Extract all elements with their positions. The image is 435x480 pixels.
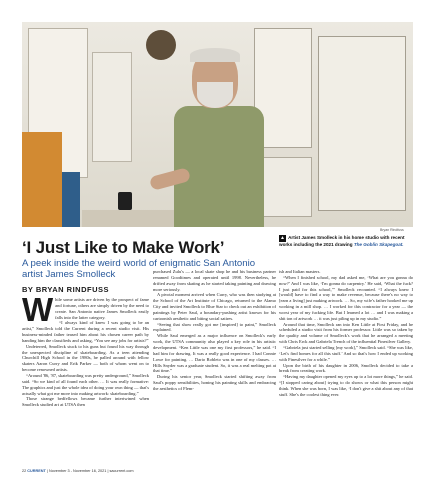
byline: BY BRYAN RINDFUSS — [22, 285, 109, 294]
artist-hair — [190, 48, 240, 62]
footer-site: sacurrent.com — [109, 469, 134, 473]
footer-dates: November 3 - November 16, 2021 — [48, 469, 107, 473]
artist-photo — [22, 22, 413, 227]
paragraph: ish and Italian masters. — [279, 269, 321, 274]
paragraph: Undeterred, Smolleck stuck to his guns but found his way through the unexpected discipline of skateboarding. As a teen attending Churchill High School in the 1980s, he palled around with fellow skaters Aaron Curry and Erik Parker — both of whom went on to become renowned artists. — [22, 343, 149, 373]
paragraph: During his senior year, Smolleck started shifting away from Saul's poppy sensibilities, honing his painting skills and embracing the aesthetics of Flem- — [153, 374, 276, 391]
photo-credit: Bryan Rindfuss — [380, 228, 404, 232]
caption-title: The Goblin Skapegoat. — [353, 242, 404, 247]
paragraph: purchased Zulu's — a local skate shop he and his business partner renamed Goodtimes and operated until 1998. Nevertheless, he drifted away from skating as he started taking painting and drawing more seriously. — [153, 269, 276, 292]
artwork-right-bottom — [258, 157, 312, 217]
paragraph: “I always kind of knew I was going to be an artist,” Smolleck told the Current during a recent studio visit. His business-minded father teased him about his chosen career path by handing him the classifieds and asking, “You see any jobs for artists?” — [22, 320, 149, 343]
page-number: 22 — [22, 469, 27, 473]
blue-object — [62, 172, 80, 227]
paragraph: “Around '86, '87, skateboarding was pretty underground,” Smolleck said. “So we kind of all found each other. … It was really formative: The graphics and just the whole idea of doing your own thing — that's actually what got me more into making artwork: skateboarding.” — [22, 372, 149, 396]
paragraph: “Seeing that show really got me [inspired] to paint,” Smolleck explained. — [153, 321, 276, 333]
artist-beard — [197, 82, 233, 108]
caption-arrow-icon: ▲ — [280, 235, 285, 241]
paragraph: “Having my daughter opened my eyes up to a lot more things,” he said. “[I stopped caring about] trying to do shows or what this person might think. When she was born, I was like, ‘I don't give a shit about any of that stuff. She's the coolest thing ever. — [279, 374, 413, 397]
page-footer — [22, 469, 134, 473]
footer-separator: | — [46, 469, 48, 473]
paragraph: Upon the birth of his daughter in 2006, Smolleck decided to take a break from creating work. — [279, 362, 413, 374]
artist-figure — [174, 106, 264, 227]
column-2 — [153, 269, 276, 392]
artwork-right-large — [318, 36, 406, 211]
paragraph: “Gabriela just started selling [my work],” Smolleck said. “She was like, ‘Let's find homes for all this stuff.’ And so that's how I ended up working with Finesilver for a while.” — [279, 344, 413, 362]
footer-brand: CURRENT — [27, 469, 46, 473]
paragraph: Around that time, Smolleck ran into Ken Little at First Friday, and he scheduled a studio visit from his former professor. Little was so taken by the quality and volume of Smolleck's work that he arranged a meeting with Chris Erck and Gabriela Trench of the influential Finesilver Gallery. — [279, 321, 413, 345]
paragraph: A pivotal moment arrived when Curry, who was then studying at the School of the Art Institute of Chicago, returned to the Alamo City and invited Smolleck to Blue Star to check out an exhibition of paintings by Peter Saul, a boundary-pushing artist known for his cartoonish aesthetic and biting social satires. — [153, 292, 276, 321]
paragraph: “When I finished school, my dad asked me, ‘What are you gonna do now?’ And I was like, ‘I'm gonna do carpentry.’ He said, ‘What the fuck? I just paid for this school,’” Smolleck recounted. “I always knew I [would] have to find a way to make revenue, because there's no way to [earn a living] just making artwork. … So, my wife's father hooked me up working in a mill shop. … I worked for this contractor for a year — the worst year of my fucking life. But I learned a lot … and I was making a shit ton of artwork … it was just piling up in my studio.” — [279, 274, 413, 321]
hanging-plant — [146, 30, 176, 60]
paragraph: hile some artists are driven by the prospect of fame and fortune, others are simply driven by the need to create. San Antonio native James Smolleck easily falls into the latter category. — [55, 297, 149, 320]
orange-shelf — [22, 132, 62, 227]
caption-text: Artist James Smolleck in his home studio with recent works including the 2021 drawing — [279, 235, 405, 247]
column-3 — [279, 269, 413, 398]
mug — [118, 192, 132, 210]
column-1 — [22, 291, 149, 408]
dek: A peek inside the weird world of enigmatic San Antonio artist James Smolleck — [22, 258, 256, 281]
headline: ‘I Just Like to Make Work’ — [22, 238, 225, 257]
paragraph: Those strange bedfellows became further intertwined when Smolleck studied art at UTSA then — [22, 396, 149, 408]
photo-caption — [279, 235, 413, 248]
footer-separator: | — [107, 469, 109, 473]
paragraph: While Saul emerged as a major influence on Smolleck's early work, the UTSA community also played a key role in his artistic development. “Ken Little was one my first professors,” he said. “I had him for drawing. It was a really good experience. I had Connie Lowe for painting. … Dario Robleto was in one of my classes. … Hills Snyder was a graduate student. So, it was a real melting pot at that time.” — [153, 333, 276, 374]
drop-cap: W — [22, 291, 54, 328]
artwork-left-small — [92, 52, 132, 162]
